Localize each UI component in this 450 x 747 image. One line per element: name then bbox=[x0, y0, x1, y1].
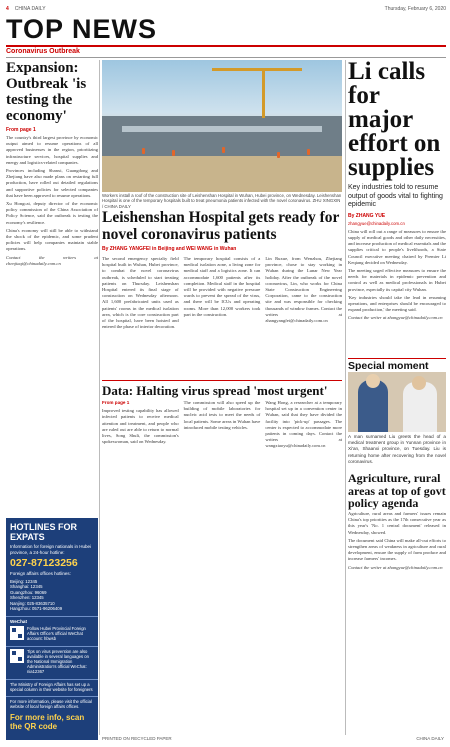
hotline-city-list bbox=[6, 577, 98, 615]
hotlines-box bbox=[6, 518, 98, 740]
leishenshan-column: The second emergency specialty field hospital built in Wuhan, Hubei province, to combat the novel coronavirus outbreak, is scheduled to start treating patients on Thursday. Leishenshan Hospital entered its final stage of construction on Wednesday afternoon. All 1,600 prefabricated units used as patients' rooms in the medical isolation area, which is the core construction part of the hospital, have been hoisted and entered the phase of interior decoration. bbox=[102, 256, 179, 330]
expansion-article bbox=[6, 60, 98, 269]
section-masthead: TOP NEWS bbox=[6, 14, 158, 44]
agriculture-contact: Contact the writer at zhangyue@chinadaily.com.cn bbox=[348, 564, 443, 570]
data-headline[interactable]: Data: Halting virus spread 'most urgent' bbox=[102, 380, 342, 399]
qr-code-icon[interactable] bbox=[10, 649, 24, 663]
footer-left: PRINTED ON RECYCLED PAPER bbox=[102, 736, 172, 741]
expansion-headline[interactable]: Expansion: Outbreak 'is testing the economy' bbox=[6, 60, 87, 124]
issue-date: Thursday, February 6, 2020 bbox=[384, 6, 446, 12]
agriculture-headline[interactable]: Agriculture, rural areas at top of govt policy agenda bbox=[348, 471, 446, 510]
hospital-construction-photo bbox=[102, 60, 342, 192]
more-info-note: For more information, please visit the official website of local foreign affairs offices. bbox=[10, 699, 92, 710]
page-number: 4 bbox=[6, 6, 9, 12]
leishenshan-byline: By ZHANG YANGFEI in Beijing and WEI WANG in Wuhan bbox=[102, 246, 237, 252]
expansion-paragraph: The country's third largest province by economic output aimed to resume operations of all approved businesses in the region, prioritizing infrastructure services, hospital supplies and energy and logistics-related companies. bbox=[6, 135, 98, 165]
li-article bbox=[348, 60, 446, 324]
expansion-paragraph: China's economy will still be able to withstand the shock of the epidemic, and some prudent policies will help companies maintain stable operations. bbox=[6, 227, 98, 252]
li-contact: Contact the writer at zhangyue@chinadaily.com.cn bbox=[348, 315, 443, 321]
top-bar bbox=[6, 4, 446, 14]
paper-name: CHINA DAILY bbox=[14, 6, 46, 12]
ministry-box bbox=[6, 679, 98, 694]
leishenshan-column: The temporary hospital consists of a medical isolation zone, a living zone for medical staff and a logistics zone. It can accommodate 1,600 patients after its completion. Medical staff in the hospital will be provided with negative pressure wards to prevent the spread of the virus, and there will be ICUs and operating rooms. More than 12,000 workers took part in the construction. bbox=[183, 256, 261, 317]
tips-box bbox=[6, 646, 98, 677]
data-column: Wang Hong, a researcher at a temporary hospital set up in a convention center in Wuhan, said that they have divided the facility into 'pick-up' passages. The center is expected to accommodate more patients in coming days. Contact the writers at wangxiaoyu@chinadaily.com.cn bbox=[265, 400, 343, 449]
scan-prompt: For more info, scan the QR code bbox=[10, 712, 85, 731]
data-column bbox=[102, 400, 179, 450]
li-byline: By ZHANG YUE bbox=[348, 212, 386, 219]
data-from: From page 1 bbox=[102, 400, 130, 405]
more-info-box bbox=[6, 696, 98, 731]
hotlines-title: HOTLINES FOR EXPATS bbox=[10, 522, 77, 542]
data-column: The commission will also speed up the building of mobile laboratories for nucleic acid tests to meet the needs of local patients. Some areas in Wuhan have introduced mobile testing vehicles. bbox=[183, 400, 261, 430]
wechat-label: WeChat bbox=[10, 619, 28, 625]
agriculture-paragraph: The document said China will make all-out efforts to strengthen areas of weakness in agriculture and rural development, ensure the supply of farm produce and increase farmers' incomes. bbox=[348, 537, 446, 562]
ministry-note: The Ministry of Foreign Affairs has set up a special column in their website for foreigners bbox=[10, 681, 93, 692]
hotlines-note: Foreign affairs offices hotlines: bbox=[10, 571, 71, 576]
hotline-number[interactable]: 027-87123256 bbox=[10, 557, 78, 569]
hotlines-subtitle: Information for foreign nationals in Hubei province, a 24-hour hotline: bbox=[10, 544, 92, 555]
data-body bbox=[102, 400, 342, 450]
hotline-city[interactable]: Guangzhou: 96069 bbox=[10, 589, 47, 595]
qr-code-icon[interactable] bbox=[10, 626, 24, 640]
hotline-city[interactable]: Shenzhen: 12345 bbox=[10, 595, 44, 601]
footer-right: CHINA DAILY bbox=[416, 736, 444, 741]
hotline-city[interactable]: Beijing: 12345 bbox=[10, 578, 38, 584]
expansion-contact: Contact the writers at chenjiaqi@chinadaily.com.cn bbox=[6, 254, 98, 266]
data-paragraph: Improved testing capability has allowed infected patients to receive medical attention and treatment, and people who are ruled out are able to return to normal lives, Song Shuli, the commission's spokeswoman, said on Wednesday. bbox=[102, 408, 179, 445]
hotline-city[interactable]: Hangzhou: 0571-96206409 bbox=[10, 606, 63, 612]
wechat-note: Follow Hubei Provincial Foreign Affairs Office's official WeChat account: hbwsb bbox=[27, 626, 86, 642]
special-moment-heading: Special moment bbox=[348, 358, 446, 372]
wechat-box bbox=[6, 616, 98, 644]
column-divider bbox=[345, 60, 346, 735]
special-moment-photo bbox=[348, 372, 446, 432]
li-subheadline: Key industries told to resume output of goods vital to fighting epidemic bbox=[348, 184, 443, 208]
leishenshan-headline[interactable]: Leishenshan Hospital gets ready for novel coronavirus patients bbox=[102, 209, 340, 243]
li-headline[interactable]: Li calls for major effort on supplies bbox=[348, 58, 441, 181]
leishenshan-body bbox=[102, 256, 342, 330]
agriculture-paragraph: Agriculture, rural areas and farmers' issues remain China's top priorities as the 17th consecutive year as this year's 'No. 1 central document' released in Wednesday, showed. bbox=[348, 511, 446, 535]
expansion-from: From page 1 bbox=[6, 127, 36, 133]
hotline-city[interactable]: Nanjing: 025-83635710 bbox=[10, 600, 55, 606]
hotline-city[interactable]: Shanghai: 12345 bbox=[10, 584, 43, 590]
special-moment-caption: A man surnamed Liu greets the head of a medical treatment group in Yunnan province in Xi'an, Shaanxi province, on Tuesday. Liu is returning home after recovering from the novel coronavirus. bbox=[348, 434, 446, 464]
leishenshan-column: Lin Ruxue, from Wenzhou, Zhejiang province, chose to stay working in Wuhan during the Lunar New Year holiday. After the outbreak of the novel coronavirus, Lin, who works for China State Construction Engineering Corporation, came to the construction site and was responsible for checking thousands of window frames. Contact the writers at zhangyangfei@chinadaily.com.cn bbox=[265, 256, 343, 324]
section-label: Coronavirus Outbreak bbox=[6, 48, 80, 55]
column-divider bbox=[99, 60, 100, 735]
agriculture-body bbox=[348, 511, 446, 573]
li-paragraph: 'Key industries should take the lead in resuming operations, and enterprises should be encouraged to expand production,' the meeting said. bbox=[348, 294, 446, 313]
li-paragraph: China will roll out a range of measures to ensure the supply of medical goods and other daily necessities, and increase production of medical essentials and the supplies critical to people's livelihoods, a State Council executive meeting chaired by Premier Li Keqiang decided on Wednesday. bbox=[348, 228, 446, 265]
photo-caption: Workers install a roof of the construction site of Leishenshan Hospital in Wuhan, Hubei province, on Wednesday. Leishenshan Hospital is one of the temporary hospitals built to treat pneumonia patients infected with the novel coronavirus. ZHU XINGXIN / CHINA DAILY bbox=[102, 193, 342, 209]
masthead-rule bbox=[6, 45, 446, 47]
expansion-paragraph: Provinces including Shanxi, Guangdong and Zhejiang have also made plans on restarting full production, have rolled out detailed regulations and supportive policies for selected companies that have been approved to resume operations. bbox=[6, 168, 98, 198]
li-paragraph: The meeting urged effective measures to ensure the needs for materials in epidemic prevention and control as well as medical professionals in Hubei province, especially its capital city Wuhan. bbox=[348, 267, 446, 292]
tips-note: Tips on virus prevention are also available in several languages on the National Immigration Administration's official WeChat: nia12367 bbox=[27, 648, 89, 675]
expansion-paragraph: Xu Hongcai, deputy director of the economic policy commission of the China Association of Policy Science, said the outbreak is testing the economy's resilience. bbox=[6, 201, 98, 225]
li-email[interactable]: zhangyue@chinadaily.com.cn bbox=[348, 220, 405, 226]
